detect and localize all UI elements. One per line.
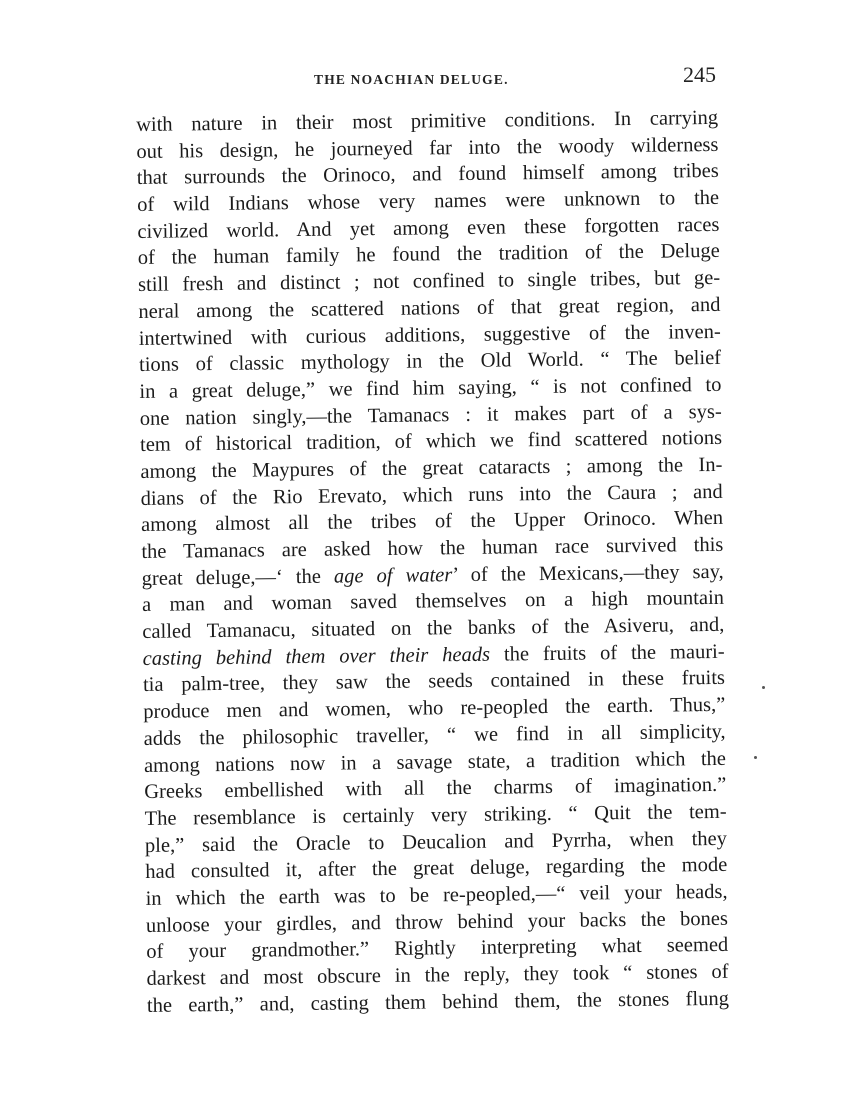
text-segment: among almost all the tribes of the Upper Orinoco. When: [140, 507, 724, 537]
text-segment: civilized world. And yet among even these forgotten races: [137, 213, 720, 243]
page-header: [136, 62, 716, 92]
text-segment: of the human family he found the tradition of the Deluge: [137, 240, 720, 270]
text-segment: a man and woman saved themselves on a high mountain: [141, 587, 725, 617]
text-segment: intertwined with curious additions, suggestive of the inven-: [138, 320, 721, 350]
text-segment: the Tamanacs are asked how the human race survived this: [141, 533, 724, 563]
text-segment: tia palm-tree, they saw the seeds contained in these fruits: [142, 667, 726, 697]
text-segment: the earth,” and, casting them behind them, the stones flung: [146, 987, 730, 1017]
text-segment: in which the earth was to be re-peopled,—“ veil your heads,: [145, 880, 728, 910]
text-segment: of wild Indians whose very names were unknown to the: [137, 186, 720, 217]
text-segment: adds the philosophic traveller, “ we find in all simplicity,: [143, 720, 726, 750]
text-segment: had consulted it, after the great deluge, regarding the mode: [145, 854, 728, 884]
text-segment: dians of the Rio Erevato, which runs into the Caura ; and: [140, 480, 723, 510]
text-segment: tem of historical tradition, of which we find scattered notions: [139, 427, 723, 457]
text-segment: Greeks embellished with all the charms of imagination.”: [144, 774, 727, 804]
text-segment: among nations now in a savage state, a tradition which the: [143, 747, 727, 777]
text-segment: one nation singly,—the Tamanacs : it makes part of a sys-: [139, 400, 722, 430]
text-segment: the fruits of the mauri-: [489, 640, 725, 666]
scan-speck: [754, 756, 757, 759]
text-segment: great deluge,—‘ the: [141, 565, 335, 590]
running-head: THE NOACHIAN DELUGE.: [314, 72, 509, 87]
scan-speck: [762, 686, 765, 689]
text-segment: in a great deluge,” we find him saying, “ is not confined to: [139, 373, 722, 403]
text-segment: neral among the scattered nations of that great region, and: [138, 293, 721, 323]
text-segment: ple,” said the Oracle to Deucalion and Pyrrha, when they: [144, 827, 728, 857]
text-segment: that surrounds the Orinoco, and found himself among tribes: [136, 160, 719, 190]
text-segment: The resemblance is certainly very striking. “ Quit the tem-: [144, 800, 727, 830]
page-number: 245: [683, 62, 716, 87]
italic-text: casting behind them over their heads: [142, 643, 491, 670]
text-segment: still fresh and distinct ; not confined to single tribes, but ge-: [137, 267, 721, 297]
text-segment: produce men and women, who re-peopled the earth. Thus,”: [143, 693, 726, 724]
text-segment: of your grandmother.” Rightly interpreting what seemed: [146, 934, 729, 964]
text-segment: unloose your girdles, and throw behind your backs the bones: [145, 907, 729, 937]
text-segment: tions of classic mythology in the Old World. “ The belief: [138, 347, 722, 377]
text-segment: darkest and most obscure in the reply, they took “ stones of: [146, 960, 729, 990]
body-text: [136, 105, 729, 1019]
text-segment: with nature in their most primitive conditions. In carrying: [136, 106, 719, 136]
text-segment: ’ of the Mexicans,—they say,: [452, 560, 724, 586]
text-segment: called Tamanacu, situated on the banks of the Asiveru, and,: [142, 613, 725, 644]
italic-text: age of water: [333, 563, 453, 588]
text-segment: out his design, he journeyed far into the woody wilderness: [136, 133, 719, 163]
text-segment: among the Maypures of the great cataracts ; among the In-: [140, 453, 723, 483]
